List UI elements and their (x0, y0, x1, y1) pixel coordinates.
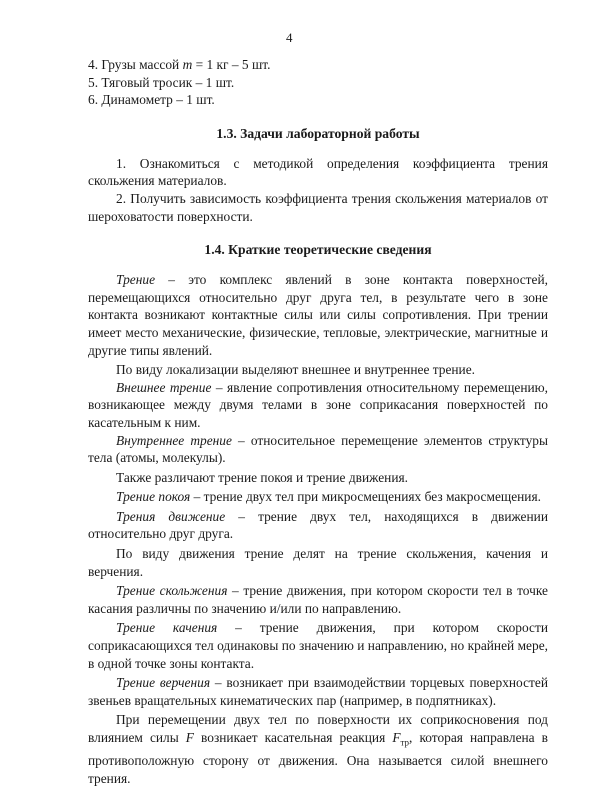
term: Трение скольжения (116, 583, 228, 599)
paragraph-text: – явление сопротивления относительному перемещению, возникающее между двумя телами в зоне соприкасания поверхностей по касательным к ним. (88, 379, 549, 430)
list-item-text: = 1 кг – 5 шт. (192, 57, 271, 72)
term: Трение верчения (116, 675, 211, 691)
paragraph (88, 432, 548, 467)
paragraph-text: – трение движения, при котором скорости соприкасающихся тел одинаковы по значению и направлению, но крайней мере, в одной точке зоны контакта. (88, 620, 548, 671)
list-item-text: 5. Тяговый тросик – 1 шт. (88, 74, 235, 90)
term: Трение качения (116, 620, 218, 636)
task-list (88, 155, 548, 225)
term: Внешнее трение (116, 379, 212, 395)
term: Трения движение (116, 508, 226, 524)
paragraph-text: , которая направлена в противоположную сторону от движения. Она называется силой внешнего трения. (88, 730, 548, 786)
section-heading-tasks: 1.3. Задачи лабораторной работы (216, 125, 420, 141)
equipment-list (88, 56, 548, 109)
paragraph (88, 271, 548, 359)
term: Трение (116, 272, 156, 288)
variable-m: m (182, 57, 193, 72)
paragraph (88, 674, 548, 709)
paragraph-text: – относительное перемещение элементов структуры тела (атомы, молекулы). (88, 432, 548, 466)
paragraph (88, 488, 548, 506)
list-item (88, 56, 548, 74)
variable-f-tr: F (392, 730, 401, 745)
page-content (88, 56, 548, 787)
term: Трение покоя (116, 489, 191, 505)
paragraph-text: возникает касательная реакция (193, 730, 393, 745)
paragraph-text: – трение двух тел при микросмещениях без макросмещения. (190, 489, 541, 505)
section-heading-theory: 1.4. Краткие теоретические сведения (204, 242, 432, 258)
task-item: 1. Ознакомиться с методикой определения коэффициента трения скольжения материалов. (88, 155, 548, 189)
paragraph (88, 582, 548, 617)
paragraph-friction-force (88, 711, 548, 787)
paragraph (88, 619, 548, 672)
paragraph-text: При перемещении двух тел по поверхности их соприкосновения под влиянием силы (88, 712, 548, 745)
list-item-text: 4. Грузы массой (88, 57, 183, 72)
list-item-text: 6. Динамометр – 1 шт. (88, 92, 215, 108)
paragraph-text: – это комплекс явлений в зоне контакта поверхностей, перемещающихся относительно друг друга тел, в результате чего в зоне контакта возникают контактные силы или силы сопротивления. При трении имеет место механические, физические, тепловые, электрические, магнитные и другие типы явлений. (88, 272, 548, 358)
paragraph (88, 545, 548, 580)
term: Внутреннее трение (116, 432, 232, 448)
paragraph-text: По виду движения трение делят на трение скольжения, качения и верчения. (88, 546, 548, 579)
list-item (88, 74, 548, 92)
paragraph (88, 379, 548, 432)
list-item (88, 91, 548, 109)
theory-body (88, 271, 548, 787)
paragraph-text: – трение двух тел, находящихся в движении относительно друг друга. (88, 508, 548, 542)
paragraph-text: По виду локализации выделяют внешнее и внутреннее трение. (116, 362, 476, 378)
paragraph-text: – трение движения, при котором скорости тел в точке касания различны по значению и/или по направлению. (88, 583, 548, 616)
paragraph (88, 469, 548, 487)
subscript-tr: тр (400, 737, 410, 748)
paragraph (88, 361, 548, 379)
paragraph-text: – возникает при взаимодействии торцевых поверхностей звеньев вращательных кинематических пар (например, в подпятниках). (88, 675, 548, 708)
page-number: 4 (286, 30, 293, 45)
paragraph (88, 508, 548, 543)
task-item: 2. Получить зависимость коэффициента трения скольжения материалов от шероховатости поверхности. (88, 190, 548, 224)
paragraph-text: Также различают трение покоя и трение движения. (116, 469, 409, 485)
variable-f: F (185, 730, 194, 745)
